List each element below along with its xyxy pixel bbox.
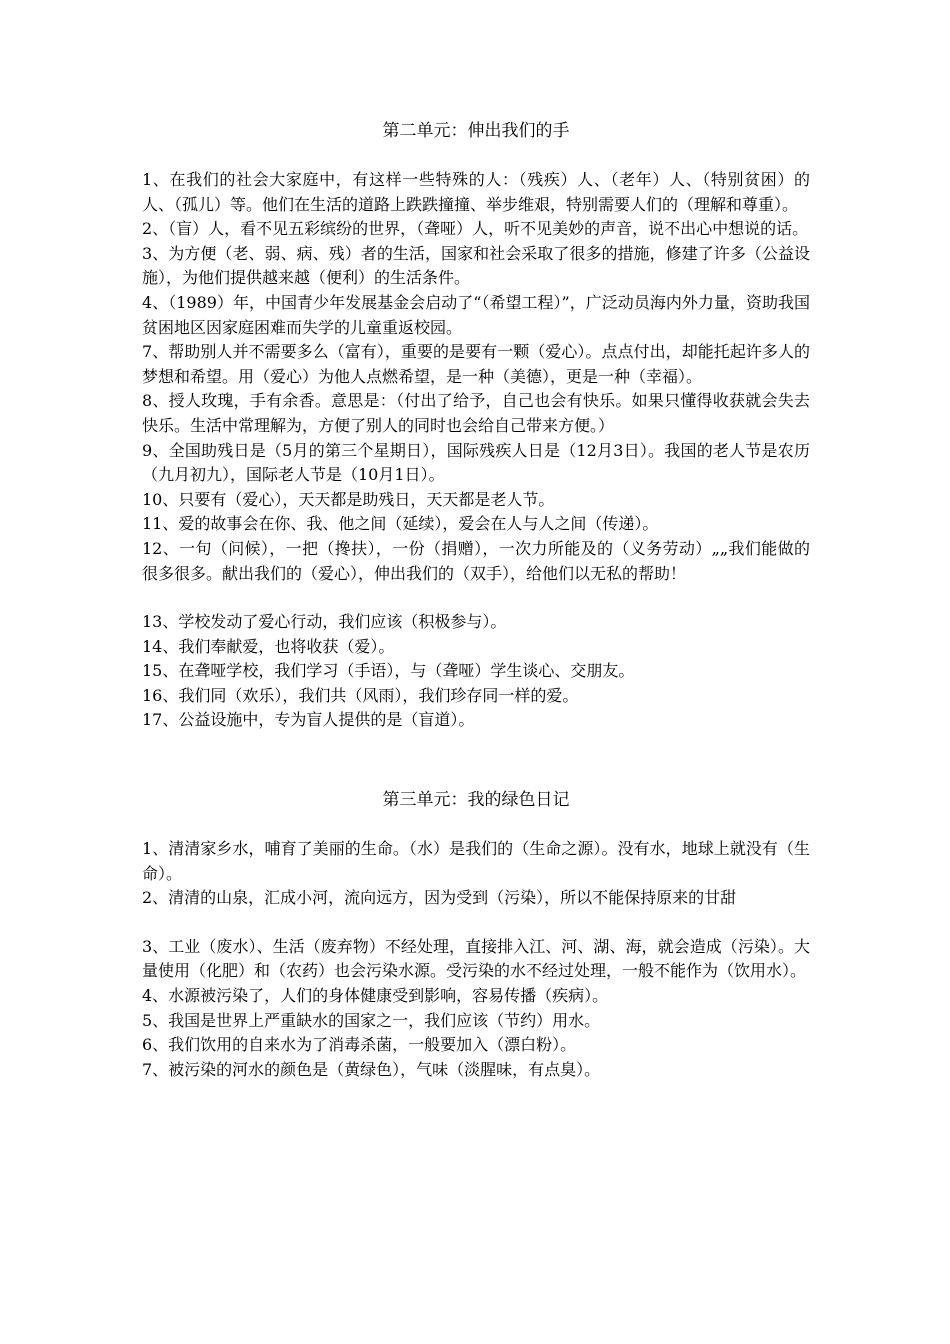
document-page: [142, 118, 810, 1082]
paragraph: 9、全国助残日是（5月的第三个星期日），国际残疾人日是（12月3日）。我国的老人节是农历（九月初九），国际老人节是（10月1日）。: [142, 440, 810, 485]
paragraph: 4、（1989）年，中国青少年发展基金会启动了“（希望工程）”，广泛动员海内外力量，资助我国贫困地区因家庭困难而失学的儿童重返校园。: [142, 292, 810, 337]
unit-two-section: [142, 118, 810, 733]
paragraph: 2、清清的山泉，汇成小河，流向远方，因为受到（污染），所以不能保持原来的甘甜: [142, 888, 737, 908]
paragraph: 14、我们奉献爱，也将收获（爱）。: [142, 636, 395, 656]
paragraph: 15、在聋哑学校，我们学习（手语），与（聋哑）学生谈心、交朋友。: [142, 661, 635, 681]
paragraph: 4、水源被污染了，人们的身体健康受到影响，容易传播（疾病）。: [142, 986, 609, 1006]
paragraph: 7、帮助别人并不需要多么（富有），重要的是要有一颗（爱心）。点点付出，却能托起许多人的梦想和希望。用（爱心）为他人点燃希望，是一种（美德），更是一种（幸福）。: [142, 342, 810, 386]
paragraph: 3、工业（废水）、生活（废弃物）不经处理，直接排入江、河、湖、海，就会造成（污染）。大量使用（化肥）和（农药）也会污染水源。受污染的水不经过处理，一般不能作为（饮用水）。: [142, 936, 810, 981]
paragraph: 8、授人玫瑰，手有余香。意思是：（付出了给予，自己也会有快乐。如果只懂得收获就会失去快乐。生活中常理解为，方便了别人的同时也会给自己带来方便。）: [142, 391, 810, 435]
paragraph: 11、爱的故事会在你、我、他之间（延续），爱会在人与人之间（传递）。: [142, 514, 659, 534]
paragraph: 2、（盲）人，看不见五彩缤纷的世界，（聋哑）人，听不见美妙的声音，说不出心中想说的话。: [142, 219, 809, 239]
section-title: 第二单元：伸出我们的手: [382, 121, 570, 141]
section-title: 第三单元：我的绿色日记: [382, 790, 570, 811]
paragraph: 6、我们饮用的自来水为了消毒杀菌，一般要加入（漂白粉）。: [142, 1035, 577, 1055]
paragraph: 17、公益设施中，专为盲人提供的是（盲道）。: [142, 710, 475, 730]
paragraph: 12、一句（问候），一把（搀扶），一份（捐赠），一次力所能及的（义务劳动）„„我们能做的很多很多。献出我们的（爱心），伸出我们的（双手），给他们以无私的帮助！: [142, 538, 810, 583]
paragraph: 5、我国是世界上严重缺水的国家之一，我们应该（节约）用水。: [142, 1010, 601, 1030]
paragraph: 3、为方便（老、弱、病、残）者的生活，国家和社会采取了很多的措施，修建了许多（公益设施），为他们提供越来越（便利）的生活条件。: [142, 243, 810, 288]
paragraph: 1、在我们的社会大家庭中，有这样一些特殊的人：（残疾）人、（老年）人、（特别贫困）的人、（孤儿）等。他们在生活的道路上跌跌撞撞、举步维艰，特别需要人们的（理解和尊重）。: [142, 170, 810, 214]
unit-three-section: [142, 787, 810, 1082]
paragraph: 7、被污染的河水的颜色是（黄绿色），气味（淡腥味，有点臭）。: [142, 1059, 601, 1079]
paragraph: 1、清清家乡水，哺育了美丽的生命。（水）是我们的（生命之源）。没有水，地球上就没有（生命）。: [142, 839, 810, 883]
paragraph: 10、只要有（爱心），天天都是助残日，天天都是老人节。: [142, 489, 555, 509]
paragraph: 16、我们同（欢乐），我们共（风雨），我们珍存同一样的爱。: [142, 685, 579, 705]
paragraph: 13、学校发动了爱心行动，我们应该（积极参与）。: [142, 612, 507, 632]
